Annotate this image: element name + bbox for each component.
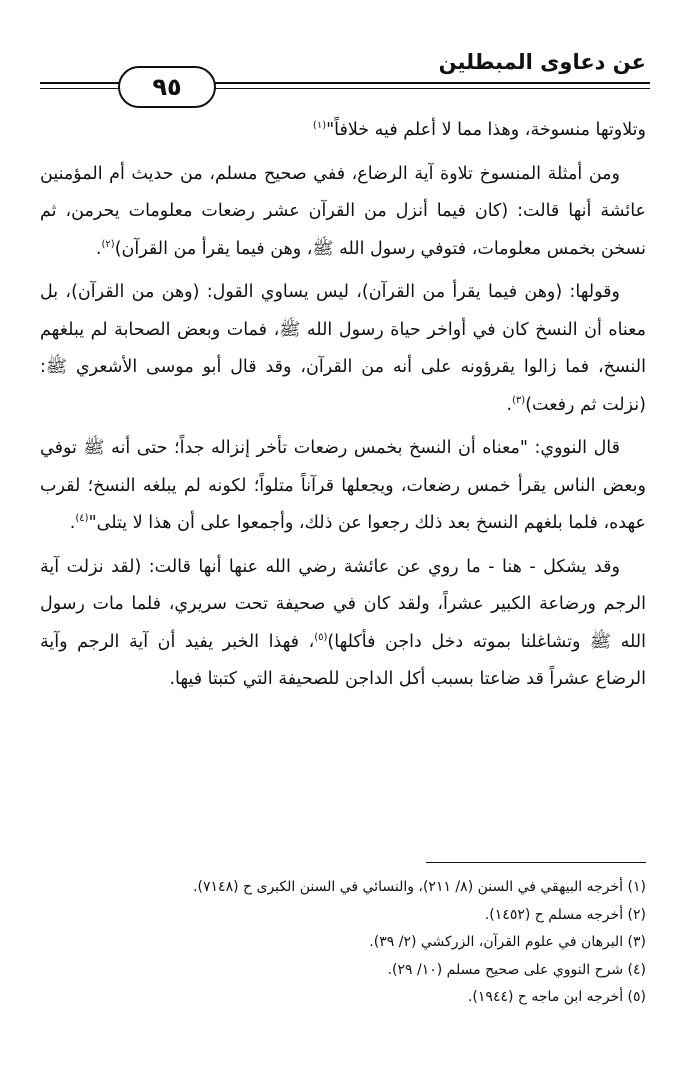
- paragraph-text: قال النووي: "معناه أن النسخ بخمس رضعات تأخر إنزاله جداً؛ حتى أنه ﷺ توفي وبعض الناس يقرأ خمس رضعات، ويجعلها قرآناً متلواً؛ لكونه لم يبلغه النسخ؛ لقرب عهده، فلما بلغهم النسخ بعد ذلك رجعوا عن ذلك، وأجمعوا على أن هذا لا يتلى": [40, 438, 646, 533]
- footnote-5: (٥) أخرجه ابن ماجه ح (١٩٤٤).: [467, 989, 646, 1005]
- paragraph-text: وقد يشكل - هنا - ما روي عن عائشة رضي الله عنها أنها قالت: (لقد نزلت آية الرجم ورضاعة الكبير عشراً، ولقد كان في صحيفة تحت سريري، فلما مات رسول الله ﷺ وتشاغلنا بموته دخل داجن فأكلها): [40, 556, 646, 652]
- paragraph-tail: .: [95, 238, 102, 259]
- running-title: عن دعاوى المبطلين: [438, 50, 646, 74]
- footnotes: [40, 874, 646, 1012]
- footnote-marker: (٣): [512, 394, 526, 406]
- footnote-marker: (٥): [314, 631, 328, 643]
- paragraph-text: وقولها: (وهن فيما يقرأ من القرآن)، ليس يساوي القول: (وهن من القرآن)، بل معناه أن النسخ كان في أواخر حياة رسول الله ﷺ، فمات وبعض الصحابة لم يبلغهم النسخ، فما زالوا يقرؤونه على أنه من القرآن، وقد قال أبو موسى الأشعري ﷺ: (نزلت ثم رفعت): [40, 282, 646, 415]
- paragraph-5: [40, 549, 646, 699]
- footnote-marker: (١): [312, 120, 327, 132]
- footnote-marker: (٤): [75, 513, 89, 525]
- paragraph-tail: .: [69, 513, 76, 533]
- paragraph-2: [40, 156, 646, 269]
- footnote-separator: [426, 862, 646, 863]
- paragraph-1: [40, 112, 646, 150]
- paragraph-3: [40, 274, 646, 424]
- footnote-3: (٣) البرهان في علوم القرآن، الزركشي (٢/ ٣٩).: [369, 934, 646, 950]
- footnote-2: (٢) أخرجه مسلم ح (١٤٥٢).: [484, 906, 646, 923]
- paragraph-tail: ، فهذا الخبر يفيد أن آية الرجم وآية الرضاع عشراً قد ضاعتا بسبب أكل الداجن للصحيفة التي كتبتا فيها.: [40, 631, 646, 689]
- page-number-badge: ٩٥: [118, 66, 216, 108]
- paragraph-text: ومن أمثلة المنسوخ تلاوة آية الرضاع، ففي صحيح مسلم، من حديث أم المؤمنين عائشة أنها قالت: (كان فيما أنزل من القرآن عشر رضعات معلومات يحرمن، ثم نسخن بخمس معلومات، فتوفي رسول الله ﷺ، وهن فيما يقرأ من القرآن): [40, 163, 646, 259]
- page-header: [40, 44, 650, 100]
- body-text: [40, 112, 646, 705]
- paragraph-text: وتلاوتها منسوخة، وهذا مما لا أعلم فيه خلافاً": [326, 120, 646, 140]
- footnote-1: (١) أخرجه البيهقي في السنن (٨/ ٢١١)، والنسائي في السنن الكبرى ح (٧١٤٨).: [193, 879, 646, 895]
- footnote-4: (٤) شرح النووي على صحيح مسلم (١٠/ ٢٩).: [387, 961, 646, 978]
- paragraph-tail: .: [506, 394, 513, 415]
- paragraph-4: [40, 430, 646, 543]
- footnote-marker: (٢): [101, 238, 115, 250]
